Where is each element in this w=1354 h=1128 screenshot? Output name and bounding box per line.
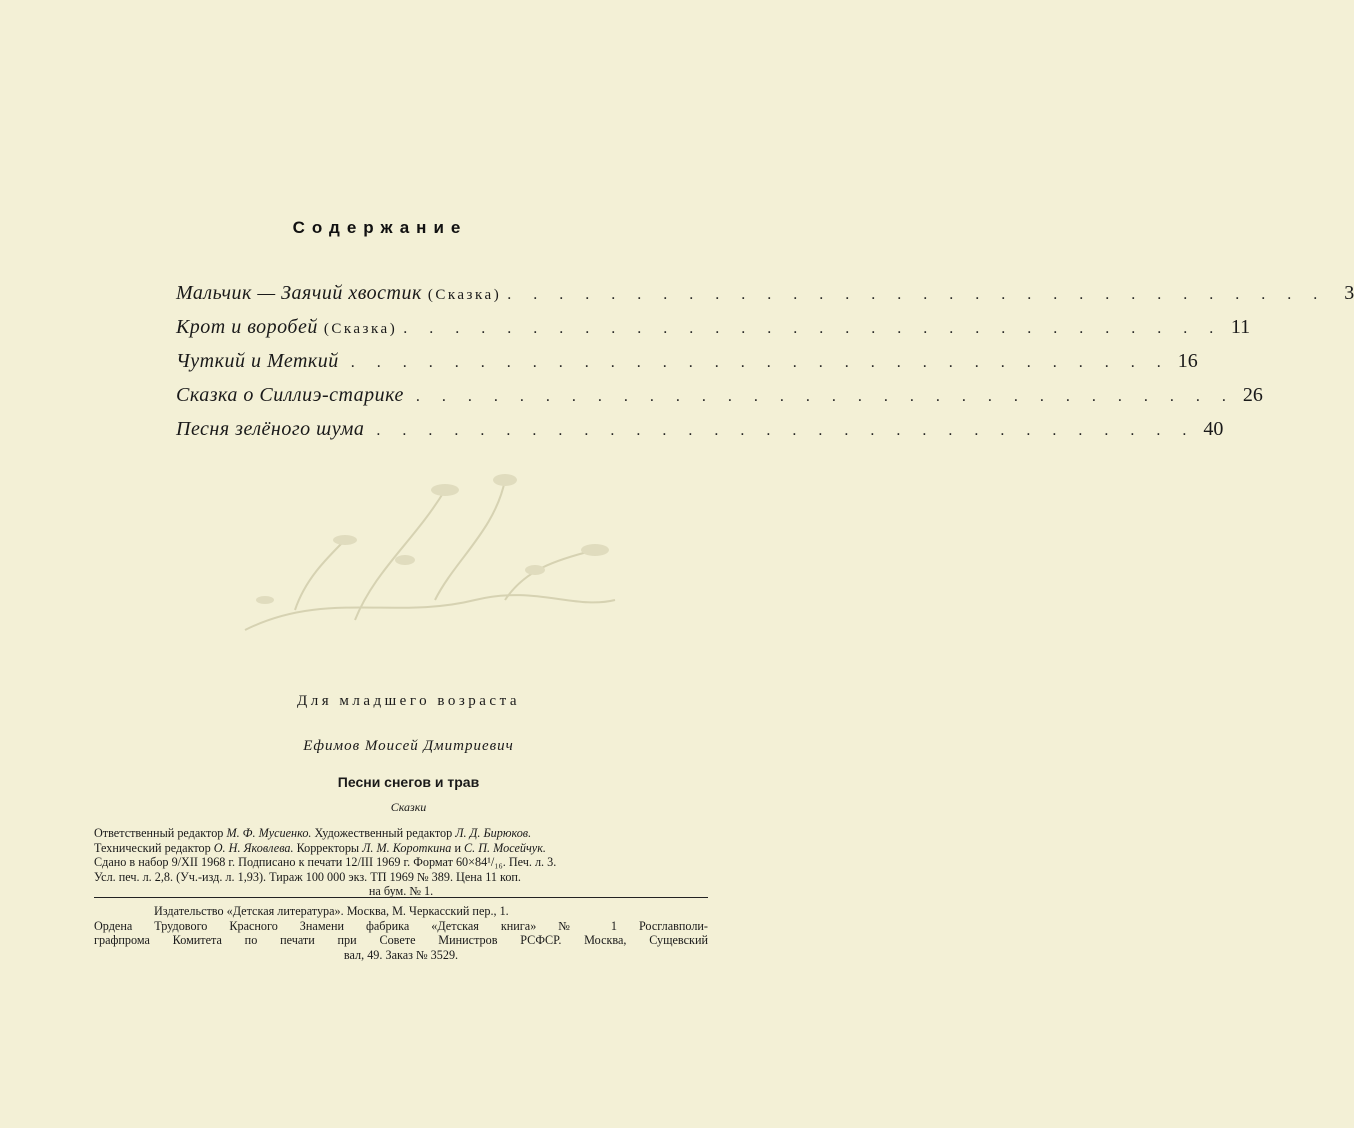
toc-entry-title: Мальчик — Заячий хвостик [176,282,422,304]
toc-leader-dots: . . . . . . . . . . . . . . . . . . . . . . . . . . . . . . . . [507,286,1327,303]
toc-entry-page: 16 [1177,350,1198,372]
author-name: Ефимов Моисей Дмитриевич [303,738,514,754]
imprint-line [94,841,708,856]
toc-entry-page: 11 [1230,316,1251,338]
toc-leader-dots: . . . . . . . . . . . . . . . . . . . . . . . . . . . . . . . . [350,354,1170,371]
toc-entry[interactable] [176,418,1224,452]
toc-entry[interactable] [176,350,1198,384]
imprint-line: Усл. печ. л. 2,8. (Уч.-изд. л. 1,93). Тираж 100 000 экз. ТП 1969 № 389. Цена 11 коп. [94,869,521,884]
contents-heading: Содержание [292,218,468,237]
toc-entry-title: Чуткий и Меткий [176,350,339,372]
editor-name: М. Ф. Мусиенко. [226,826,312,840]
imprint-line [94,826,708,841]
toc-entry-page: 26 [1242,384,1263,406]
toc-entry-title: Песня зелёного шума [176,418,365,440]
editorial-imprint [94,826,708,899]
publisher-line: вал, 49. Заказ № 3529. [343,947,459,962]
toc-entry[interactable] [176,384,1263,418]
toc-entry-note: (Сказка) [427,287,502,303]
toc-entry-title: Сказка о Силлиэ-старике [176,384,404,406]
floral-ornament-illustration [175,450,625,670]
editor-name: Л. Д. Бирюков. [455,826,532,840]
imprint-text: Технический редактор [94,840,214,855]
toc-leader-dots: . . . . . . . . . . . . . . . . . . . . . . . . . . . . . . . . [376,422,1196,439]
publisher-imprint [94,904,708,962]
genre-label: Сказки [390,800,427,814]
publisher-line: Издательство «Детская литература». Москва, М. Черкасский пер., 1. [154,904,509,918]
publisher-line: графпрома Комитета по печати при Совете Министров РСФСР. Москва, Сущевский [94,933,708,947]
toc-entry-note: (Сказка) [323,321,398,337]
imprint-text: и [451,840,465,855]
toc-entry[interactable] [176,316,1251,350]
age-group-label: Для младшего возраста [297,693,520,709]
imprint-text: Корректоры [293,840,363,855]
toc-entry-page: 40 [1203,418,1224,440]
toc-leader-dots: . . . . . . . . . . . . . . . . . . . . . . . . . . . . . . . . [403,320,1223,337]
imprint-line: Сдано в набор 9/XII 1968 г. Подписано к печати 12/III 1969 г. Формат 60×84¹/₁₆. Печ. л. 3. [94,855,557,869]
toc-leader-dots: . . . . . . . . . . . . . . . . . . . . . . . . . . . . . . . . [415,388,1235,405]
book-title: Песни снегов и трав [337,774,480,790]
editor-name: О. Н. Яковлева. [213,840,294,855]
toc-entry-page: 3 [1344,282,1354,304]
toc-entry[interactable] [176,282,1354,316]
imprint-line: на бум. № 1. [368,884,434,898]
table-of-contents [176,282,1354,452]
editor-name: С. П. Мосейчук. [464,840,546,855]
imprint-text: Художественный редактор [311,826,456,840]
editor-name: Л. М. Короткина [362,840,452,855]
toc-entry-title: Крот и воробей [176,316,318,338]
divider-rule [94,897,708,898]
imprint-text: Ответственный редактор [94,826,227,840]
publisher-line: Ордена Трудового Красного Знамени фабрика «Детская книга» № 1 Росглавполи- [94,918,708,933]
